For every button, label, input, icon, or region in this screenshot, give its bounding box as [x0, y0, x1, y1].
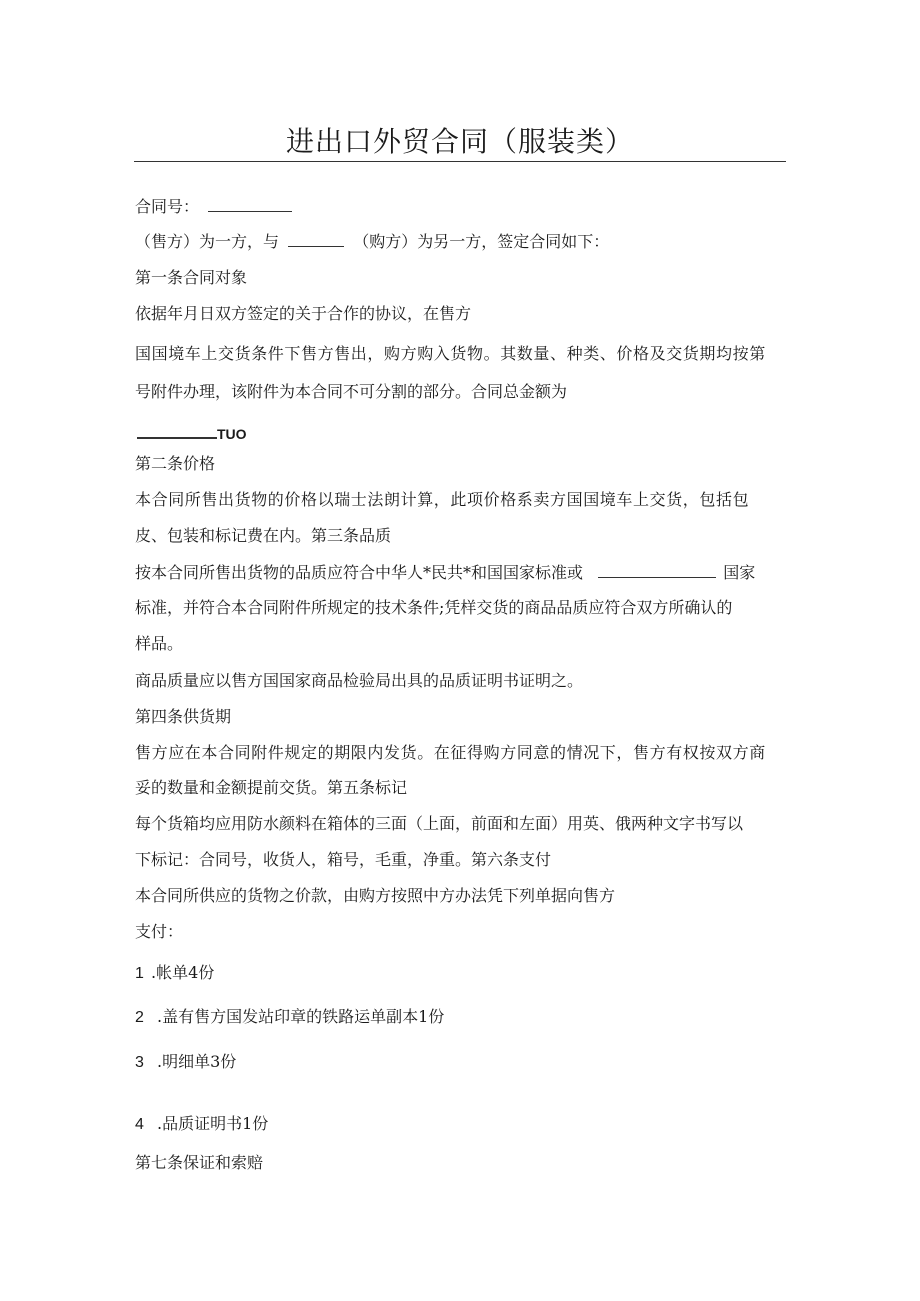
article-6-paragraph-2: 支付：	[135, 922, 184, 941]
amount-suffix: TUO	[217, 426, 247, 442]
article-3-paragraph-2: 商品质量应以售方国国家商品检验局出具的品质证明书证明之。	[135, 671, 584, 690]
article-1-paragraph-2a: 国国境车上交货条件下售方售出，购方购入货物。其数量、种类、价格及交货期均按第	[135, 344, 766, 363]
contract-number-label: 合同号：	[135, 197, 200, 216]
article-5-paragraph-1b: 下标记：合同号，收货人，箱号，毛重，净重。第六条支付	[135, 850, 552, 869]
seller-text: （售方）为一方，与	[135, 232, 280, 251]
list-item-text: .品质证明书1份	[157, 1114, 269, 1133]
article-5-paragraph-1a: 每个货箱均应用防水颜料在箱体的三面（上面，前面和左面）用英、俄两种文字书写以	[135, 814, 744, 833]
list-item	[135, 1006, 444, 1029]
list-item	[135, 1051, 236, 1074]
article-2-paragraph-1b: 皮、包装和标记费在内。第三条品质	[135, 526, 392, 545]
list-item-text: .帐单4份	[151, 963, 215, 982]
article-2-heading: 第二条价格	[135, 454, 216, 473]
buyer-text: （购方）为另一方，签定合同如下：	[353, 232, 610, 251]
amount-line	[137, 423, 247, 445]
amount-blank	[137, 423, 217, 439]
article-4-paragraph-1b: 妥的数量和金额提前交货。第五条标记	[135, 778, 408, 797]
article-4-paragraph-1a: 售方应在本合同附件规定的期限内发货。在征得购方同意的情况下，售方有权按双方商	[135, 743, 766, 762]
article-1-heading: 第一条合同对象	[135, 268, 248, 287]
page-title: 进出口外贸合同（服装类）	[285, 125, 634, 158]
list-item	[135, 1113, 268, 1136]
article-4-heading: 第四条供货期	[135, 707, 232, 726]
list-item-number: 4	[135, 1116, 144, 1133]
national-standard-blank	[598, 563, 716, 578]
article-1-paragraph-1: 依据年月日双方签定的关于合作的协议，在售方	[135, 304, 472, 323]
article-3-paragraph-1c: 样品。	[135, 634, 184, 653]
title-underline	[134, 161, 786, 162]
article-2-paragraph-1a: 本合同所售出货物的价格以瑞士法朗计算，此项价格系卖方国国境车上交货，包括包	[135, 490, 750, 509]
buyer-name-blank	[288, 232, 344, 247]
article-3-text-prefix: 按本合同所售出货物的品质应符合中华人*民共*和国国家标准或	[135, 563, 584, 582]
list-item-number: 3	[135, 1054, 144, 1071]
list-item-number: 2	[135, 1009, 144, 1026]
article-3-paragraph-1b: 标准，并符合本合同附件所规定的技术条件;凭样交货的商品品质应符合双方所确认的	[135, 598, 733, 617]
article-3-text-suffix: 国家	[723, 563, 756, 582]
list-item-text: .明细单3份	[157, 1052, 237, 1071]
article-7-heading: 第七条保证和索赔	[135, 1153, 264, 1172]
list-item-number: 1	[135, 965, 144, 982]
article-3-paragraph-1a	[135, 562, 755, 584]
contract-number-blank	[208, 197, 292, 212]
parties-line	[135, 231, 609, 253]
contract-number-line	[135, 196, 292, 218]
list-item-text: .盖有售方国发站印章的铁路运单副本1份	[157, 1007, 445, 1026]
article-6-paragraph-1: 本合同所供应的货物之价款，由购方按照中方办法凭下列单据向售方	[135, 886, 616, 905]
list-item	[135, 962, 214, 985]
article-1-paragraph-2b: 号附件办理，该附件为本合同不可分割的部分。合同总金额为	[135, 382, 568, 401]
